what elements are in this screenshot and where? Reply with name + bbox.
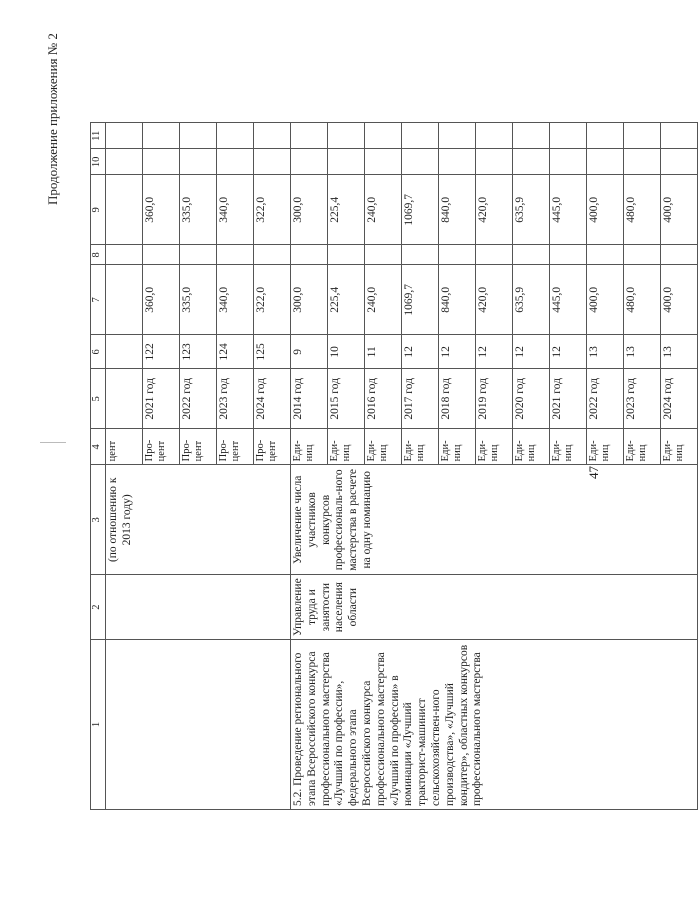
total-cell: 400,0 bbox=[587, 265, 624, 335]
col11-cell bbox=[217, 123, 254, 149]
indicator-cell: Увеличение числа участников конкурсов профессиональ-ного мастерства в расчете на одну номинацию bbox=[291, 465, 698, 575]
total-cell: 340,0 bbox=[217, 265, 254, 335]
col9-cell: 840,0 bbox=[439, 175, 476, 245]
col8-cell bbox=[180, 245, 217, 265]
unit-cell: Еди-ниц bbox=[550, 429, 587, 465]
column-number: 1 bbox=[91, 640, 106, 810]
col10-cell bbox=[328, 149, 365, 175]
col9-cell: 225,4 bbox=[328, 175, 365, 245]
column-number-row bbox=[91, 123, 106, 810]
value-cell: 122 bbox=[143, 335, 180, 369]
total-cell: 240,0 bbox=[365, 265, 402, 335]
value-cell: 12 bbox=[513, 335, 550, 369]
total-cell: 335,0 bbox=[180, 265, 217, 335]
value-cell: 12 bbox=[402, 335, 439, 369]
col8-cell bbox=[217, 245, 254, 265]
value-cell: 123 bbox=[180, 335, 217, 369]
value-cell: 13 bbox=[587, 335, 624, 369]
col10-cell bbox=[365, 149, 402, 175]
col9-cell: 400,0 bbox=[661, 175, 698, 245]
year-cell: 2023 год bbox=[624, 369, 661, 429]
total-cell: 322,0 bbox=[254, 265, 291, 335]
col8-cell bbox=[365, 245, 402, 265]
col11-cell bbox=[402, 123, 439, 149]
col11-cell bbox=[143, 123, 180, 149]
year-cell: 2019 год bbox=[476, 369, 513, 429]
executor-cell: Управление труда и занятости населения области bbox=[291, 575, 698, 640]
col10-cell bbox=[550, 149, 587, 175]
unit-cell: цент bbox=[106, 429, 143, 465]
col10-cell bbox=[624, 149, 661, 175]
col11-cell bbox=[106, 123, 143, 149]
executor-cell bbox=[106, 575, 291, 640]
unit-cell: Еди-ниц bbox=[661, 429, 698, 465]
value-cell: 12 bbox=[550, 335, 587, 369]
col9-cell: 480,0 bbox=[624, 175, 661, 245]
col8-cell bbox=[328, 245, 365, 265]
unit-cell: Еди-ниц bbox=[291, 429, 328, 465]
col9-cell: 420,0 bbox=[476, 175, 513, 245]
column-number: 2 bbox=[91, 575, 106, 640]
col9-cell bbox=[106, 175, 143, 245]
col9-cell: 322,0 bbox=[254, 175, 291, 245]
year-cell: 2022 год bbox=[180, 369, 217, 429]
unit-cell: Про-цент bbox=[180, 429, 217, 465]
col8-cell bbox=[106, 245, 143, 265]
year-cell: 2023 год bbox=[217, 369, 254, 429]
col11-cell bbox=[291, 123, 328, 149]
col9-cell: 1069,7 bbox=[402, 175, 439, 245]
value-cell bbox=[106, 335, 143, 369]
col10-cell bbox=[143, 149, 180, 175]
col9-cell: 300,0 bbox=[291, 175, 328, 245]
column-number: 11 bbox=[91, 123, 106, 149]
col8-cell bbox=[476, 245, 513, 265]
unit-cell: Про-цент bbox=[143, 429, 180, 465]
col9-cell: 240,0 bbox=[365, 175, 402, 245]
value-cell: 13 bbox=[661, 335, 698, 369]
value-cell: 12 bbox=[439, 335, 476, 369]
total-cell: 635,9 bbox=[513, 265, 550, 335]
total-cell: 300,0 bbox=[291, 265, 328, 335]
total-cell: 400,0 bbox=[661, 265, 698, 335]
col11-cell bbox=[328, 123, 365, 149]
column-number: 7 bbox=[91, 265, 106, 335]
continuation-header: Продолжение приложения № 2 bbox=[45, 33, 60, 205]
col8-cell bbox=[254, 245, 291, 265]
col10-cell bbox=[587, 149, 624, 175]
scan-mark bbox=[40, 442, 66, 443]
col8-cell bbox=[291, 245, 328, 265]
col9-cell: 400,0 bbox=[587, 175, 624, 245]
column-number: 10 bbox=[91, 149, 106, 175]
col10-cell bbox=[254, 149, 291, 175]
page-number: 47 bbox=[586, 466, 601, 479]
activity-cell: 5.2. Проведение регионального этапа Всероссийского конкурса профессионального мастерства «Лучший по профессии», федерального этапа Всероссийского конкурса профессионального мастерства «Лучший по профессии» в номинации «Лучший тракторист-машинист сельскохозяйствен-ного производства», «Лучший кондитер», областных конкурсов профессионального мастерства bbox=[291, 640, 698, 810]
col8-cell bbox=[402, 245, 439, 265]
col11-cell bbox=[587, 123, 624, 149]
column-number: 3 bbox=[91, 465, 106, 575]
col9-cell: 340,0 bbox=[217, 175, 254, 245]
col10-cell bbox=[217, 149, 254, 175]
column-number: 9 bbox=[91, 175, 106, 245]
col9-cell: 445,0 bbox=[550, 175, 587, 245]
col9-cell: 635,9 bbox=[513, 175, 550, 245]
col8-cell bbox=[513, 245, 550, 265]
column-number: 5 bbox=[91, 369, 106, 429]
col11-cell bbox=[439, 123, 476, 149]
year-cell: 2024 год bbox=[254, 369, 291, 429]
col10-cell bbox=[439, 149, 476, 175]
total-cell: 1069,7 bbox=[402, 265, 439, 335]
value-cell: 11 bbox=[365, 335, 402, 369]
col8-cell bbox=[624, 245, 661, 265]
unit-cell: Еди-ниц bbox=[328, 429, 365, 465]
col11-cell bbox=[661, 123, 698, 149]
col10-cell bbox=[106, 149, 143, 175]
value-cell: 124 bbox=[217, 335, 254, 369]
total-cell: 360,0 bbox=[143, 265, 180, 335]
year-cell: 2024 год bbox=[661, 369, 698, 429]
year-cell: 2014 год bbox=[291, 369, 328, 429]
total-cell bbox=[106, 265, 143, 335]
total-cell: 480,0 bbox=[624, 265, 661, 335]
year-cell: 2018 год bbox=[439, 369, 476, 429]
program-table bbox=[90, 122, 698, 810]
year-cell: 2022 год bbox=[587, 369, 624, 429]
total-cell: 420,0 bbox=[476, 265, 513, 335]
unit-cell: Еди-ниц bbox=[587, 429, 624, 465]
total-cell: 445,0 bbox=[550, 265, 587, 335]
value-cell: 10 bbox=[328, 335, 365, 369]
total-cell: 225,4 bbox=[328, 265, 365, 335]
column-number: 4 bbox=[91, 429, 106, 465]
col10-cell bbox=[513, 149, 550, 175]
column-number: 6 bbox=[91, 335, 106, 369]
col11-cell bbox=[513, 123, 550, 149]
col10-cell bbox=[291, 149, 328, 175]
unit-cell: Еди-ниц bbox=[439, 429, 476, 465]
col11-cell bbox=[624, 123, 661, 149]
unit-cell: Еди-ниц bbox=[402, 429, 439, 465]
col8-cell bbox=[550, 245, 587, 265]
col8-cell bbox=[587, 245, 624, 265]
total-cell: 840,0 bbox=[439, 265, 476, 335]
unit-cell: Про-цент bbox=[217, 429, 254, 465]
year-cell: 2020 год bbox=[513, 369, 550, 429]
year-cell bbox=[106, 369, 143, 429]
indicator-cell: (по отношению к 2013 году) bbox=[106, 465, 291, 575]
unit-cell: Про-цент bbox=[254, 429, 291, 465]
value-cell: 9 bbox=[291, 335, 328, 369]
activity-cell bbox=[106, 640, 291, 810]
table-row bbox=[106, 123, 143, 810]
column-number: 8 bbox=[91, 245, 106, 265]
col11-cell bbox=[550, 123, 587, 149]
unit-cell: Еди-ниц bbox=[476, 429, 513, 465]
table-row bbox=[291, 123, 328, 810]
col10-cell bbox=[476, 149, 513, 175]
col10-cell bbox=[402, 149, 439, 175]
year-cell: 2021 год bbox=[143, 369, 180, 429]
col11-cell bbox=[365, 123, 402, 149]
year-cell: 2015 год bbox=[328, 369, 365, 429]
col8-cell bbox=[439, 245, 476, 265]
col11-cell bbox=[476, 123, 513, 149]
unit-cell: Еди-ниц bbox=[513, 429, 550, 465]
unit-cell: Еди-ниц bbox=[365, 429, 402, 465]
col10-cell bbox=[661, 149, 698, 175]
value-cell: 12 bbox=[476, 335, 513, 369]
col9-cell: 335,0 bbox=[180, 175, 217, 245]
year-cell: 2021 год bbox=[550, 369, 587, 429]
col8-cell bbox=[661, 245, 698, 265]
value-cell: 13 bbox=[624, 335, 661, 369]
col11-cell bbox=[180, 123, 217, 149]
col10-cell bbox=[180, 149, 217, 175]
col9-cell: 360,0 bbox=[143, 175, 180, 245]
unit-cell: Еди-ниц bbox=[624, 429, 661, 465]
year-cell: 2016 год bbox=[365, 369, 402, 429]
col11-cell bbox=[254, 123, 291, 149]
year-cell: 2017 год bbox=[402, 369, 439, 429]
col8-cell bbox=[143, 245, 180, 265]
value-cell: 125 bbox=[254, 335, 291, 369]
